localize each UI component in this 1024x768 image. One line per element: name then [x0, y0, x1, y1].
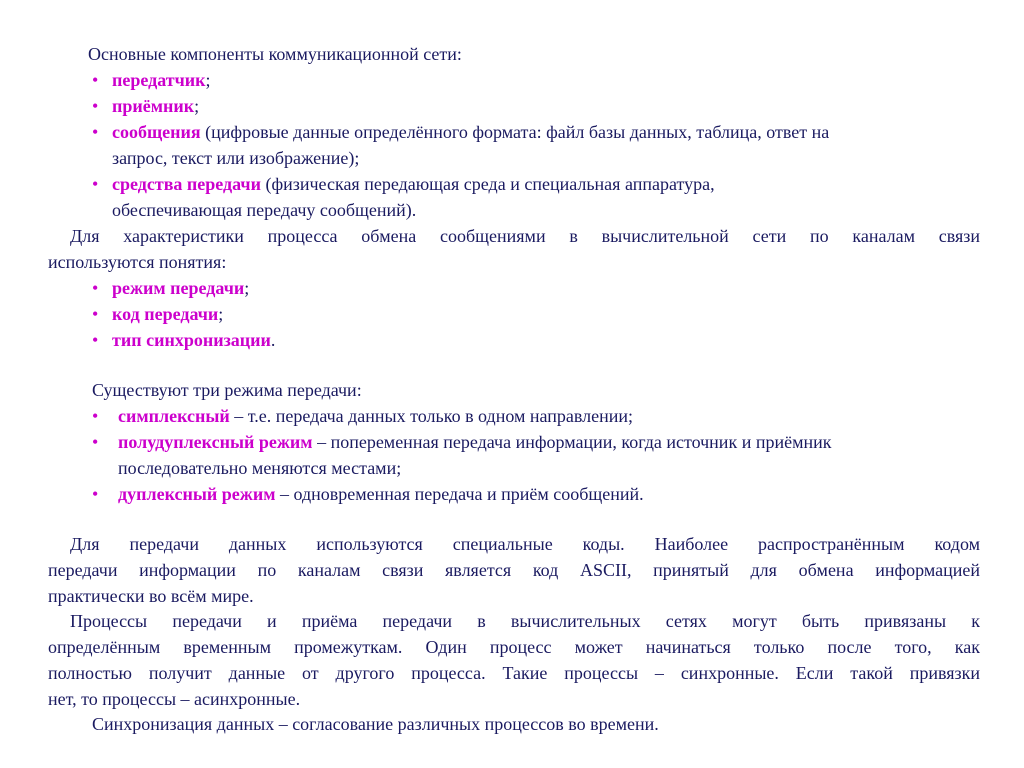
term: приёмник: [112, 96, 195, 116]
bullet: •: [92, 174, 99, 194]
modes-intro: Существуют три режима передачи:: [92, 380, 362, 400]
item-rest: ;: [194, 96, 200, 116]
list-item-sync-type: [112, 327, 275, 353]
item-rest: ;: [244, 278, 250, 298]
bullet: •: [92, 406, 99, 426]
term: тип синхронизации: [112, 330, 271, 350]
term: код передачи: [112, 304, 219, 324]
item-rest: – одновременная передача и приём сообщений.: [275, 484, 644, 504]
list-item-transmission-means-continuation: обеспечивающая передачу сообщений).: [112, 200, 417, 220]
list-item-duplex: [118, 481, 644, 507]
item-rest: .: [270, 330, 276, 350]
term: полудуплексный режим: [118, 432, 313, 452]
sync-paragraph-line: нет, то процессы – асинхронные.: [48, 689, 301, 709]
term: дуплексный режим: [118, 484, 276, 504]
bullet: •: [92, 278, 99, 298]
bullet: •: [92, 432, 99, 452]
list-item-simplex: [118, 403, 633, 429]
term: средства передачи: [112, 174, 261, 194]
list-item-transmission-code: [112, 301, 223, 327]
item-rest: ;: [218, 304, 224, 324]
bullet: •: [92, 330, 99, 350]
term: сообщения: [112, 122, 201, 142]
characteristics-paragraph-line: используются понятия:: [48, 252, 227, 272]
list-item-transmitter: [112, 67, 211, 93]
codes-paragraph-line: практически во всём мире.: [48, 586, 254, 606]
item-rest: ;: [205, 70, 211, 90]
list-item-receiver: [112, 93, 199, 119]
item-rest: – попеременная передача информации, когда источник и приёмник: [312, 432, 832, 452]
sync-definition: Синхронизация данных – согласование различных процессов во времени.: [92, 714, 659, 734]
characteristics-paragraph-line: Для характеристики процесса обмена сообщениями в вычислительной сети по каналам связи: [70, 226, 980, 246]
item-rest: (физическая передающая среда и специальная аппаратура,: [260, 174, 715, 194]
term: передатчик: [112, 70, 206, 90]
codes-paragraph-line: Для передачи данных используются специальные коды. Наиболее распространённым кодом: [70, 534, 980, 554]
sync-paragraph-line: Процессы передачи и приёма передачи в вычислительных сетях могут быть привязаны к: [70, 611, 980, 631]
item-rest: (цифровые данные определённого формата: файл базы данных, таблица, ответ на: [200, 122, 830, 142]
list-item-messages-continuation: запрос, текст или изображение);: [112, 148, 360, 168]
codes-paragraph-line: передачи информации по каналам связи является код ASCII, принятый для обмена информацией: [48, 560, 980, 580]
list-item-transmission-mode: [112, 275, 249, 301]
list-item-messages: [112, 119, 829, 145]
bullet: •: [92, 96, 99, 116]
bullet: •: [92, 70, 99, 90]
sync-paragraph-line: определённым временным промежуткам. Один процесс может начинаться только после того, как: [48, 637, 980, 657]
item-rest: – т.е. передача данных только в одном направлении;: [229, 406, 634, 426]
list-item-transmission-means: [112, 171, 715, 197]
components-intro: Основные компоненты коммуникационной сети:: [88, 44, 462, 64]
bullet: •: [92, 304, 99, 324]
list-item-half-duplex-continuation: последовательно меняются местами;: [118, 458, 402, 478]
term: симплексный: [118, 406, 230, 426]
list-item-half-duplex: [118, 429, 831, 455]
bullet: •: [92, 122, 99, 142]
term: режим передачи: [112, 278, 245, 298]
sync-paragraph-line: полностью получит данные от другого процесса. Такие процессы – синхронные. Если такой привязки: [48, 663, 980, 683]
bullet: •: [92, 484, 99, 504]
